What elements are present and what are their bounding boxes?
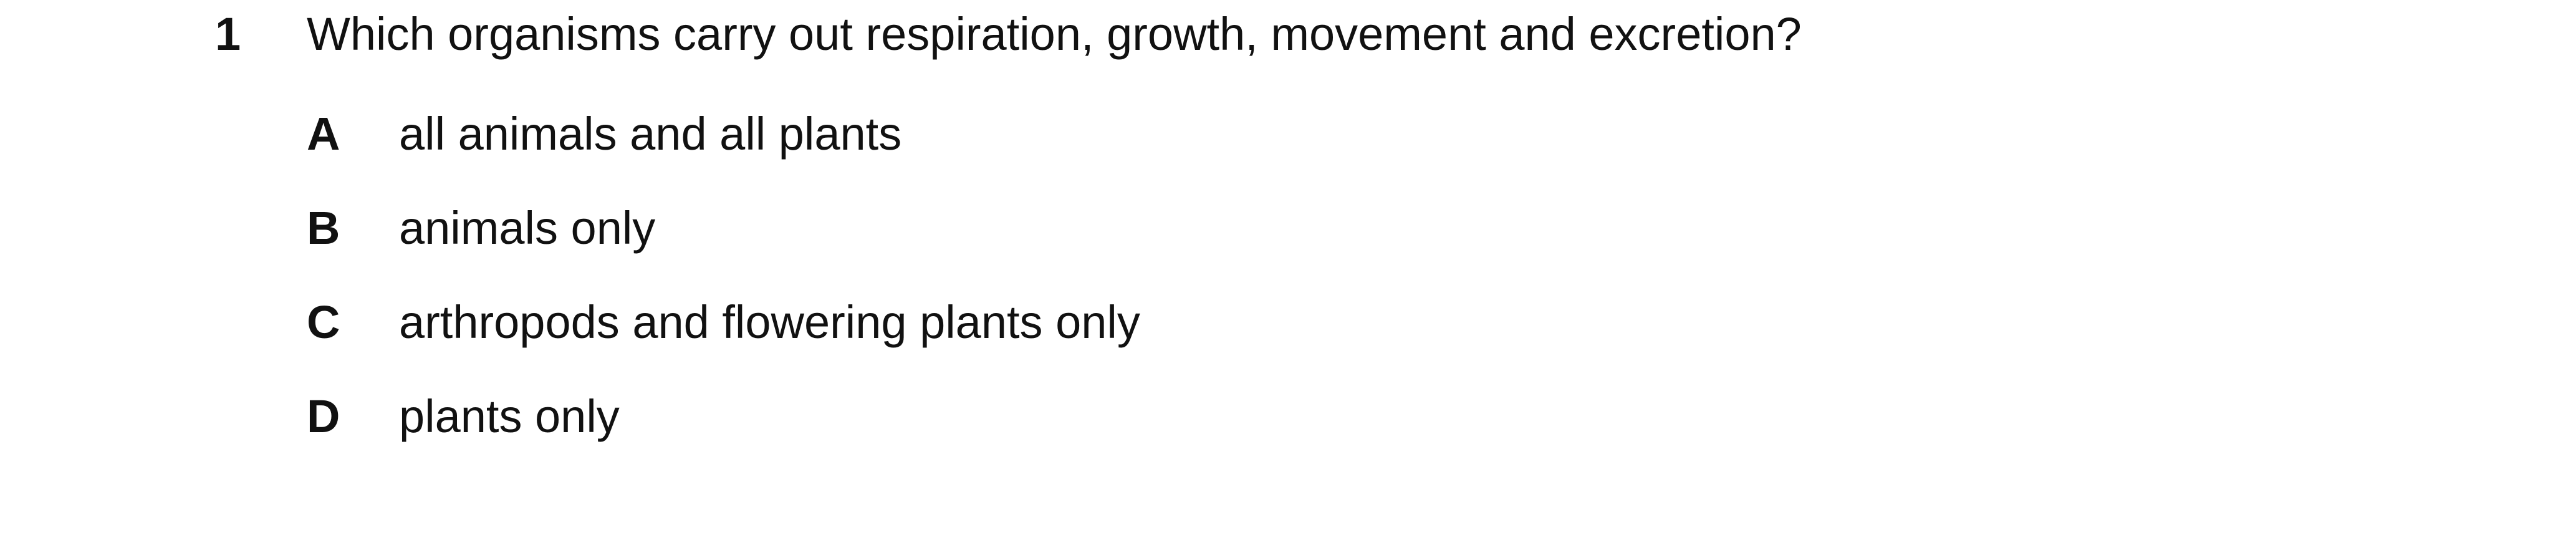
option-letter: C <box>307 296 340 348</box>
option-letter: D <box>307 390 340 442</box>
answer-option-b[interactable] <box>307 200 1678 256</box>
option-text: arthropods and flowering plants only <box>399 296 1140 348</box>
option-text: animals only <box>399 202 656 254</box>
answer-option-d[interactable] <box>307 389 1678 445</box>
answer-option-c[interactable] <box>307 294 1678 350</box>
question-text: Which organisms carry out respiration, growth, movement and excretion? <box>307 8 1802 60</box>
question-number: 1 <box>215 8 241 60</box>
option-letter: B <box>307 202 340 254</box>
option-text: all animals and all plants <box>399 108 902 160</box>
answer-option-a[interactable] <box>307 106 1678 162</box>
option-text: plants only <box>399 390 620 442</box>
option-letter: A <box>307 108 340 160</box>
